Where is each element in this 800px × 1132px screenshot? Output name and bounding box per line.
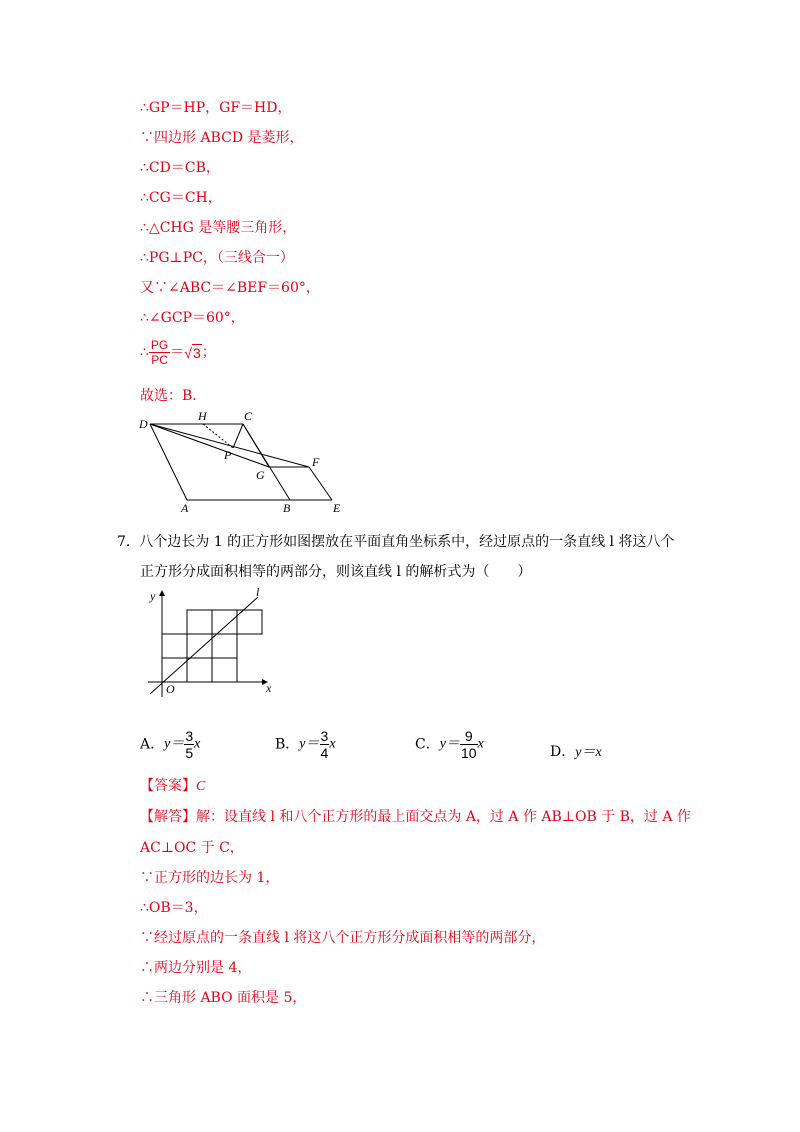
label-d: D (139, 417, 148, 431)
label-e: E (333, 501, 341, 515)
solution-line-1: ∴GP＝HP，GF＝HD， (140, 100, 292, 116)
label-y: y (150, 589, 156, 603)
option-d[interactable]: D．y＝x (550, 744, 602, 760)
label-x: x (266, 681, 272, 695)
square (187, 610, 212, 634)
geometry-figure (130, 408, 360, 518)
square (212, 634, 237, 658)
square (212, 658, 237, 682)
y-axis-arrow (159, 590, 165, 596)
squares-figure (140, 585, 290, 700)
label-g: G (256, 468, 265, 482)
pg-pc-fraction: $\frac{PG}{PC}$ (150, 338, 169, 367)
option-b[interactable]: B．y＝ $\frac{3}{4}$ x (275, 728, 336, 761)
square (162, 658, 187, 682)
option-c[interactable]: C．y＝ $\frac{9}{10}$ x (415, 728, 484, 761)
solution-7-line-7: ∴三角形 ABO 面积是 5， (140, 990, 307, 1006)
solution-line-7: 又∵∠ABC＝∠BEF＝60°， (140, 280, 320, 296)
answer-7: 【答案】C (140, 778, 206, 794)
label-b: B (283, 501, 291, 515)
fraction-line: ∴ $\frac{PG}{PC}$ ＝√3； (140, 338, 216, 367)
question-7-line-2: 正方形分成面积相等的两部分，则该直线 l 的解析式为（ ） (140, 564, 532, 580)
solution-7-line-6: ∴两边分别是 4， (140, 960, 252, 976)
square (187, 658, 212, 682)
segment-cg (243, 424, 269, 467)
solution-line-4: ∴CG＝CH， (140, 190, 222, 206)
solution-7-line-4: ∴OB＝3， (140, 900, 208, 916)
square (187, 634, 212, 658)
segment-fe (309, 467, 332, 500)
label-h: H (198, 409, 207, 423)
label-c: C (244, 409, 253, 423)
solution-line-6: ∴PG⊥PC，（三线合一） (140, 250, 294, 266)
solution-7-line-3: ∵正方形的边长为 1， (140, 870, 280, 886)
solution-7-line-2: AC⊥OC 于 C， (140, 840, 244, 856)
solution-line-5: ∴△CHG 是等腰三角形， (140, 220, 297, 236)
solution-line-8: ∴∠GCP＝60°， (140, 310, 245, 326)
square (162, 634, 187, 658)
option-a[interactable]: A．y＝ $\frac{3}{5}$ x (140, 728, 201, 761)
sqrt-three: √3 (184, 344, 201, 361)
label-o: O (166, 682, 175, 696)
solution-7-line-5: ∵经过原点的一条直线 l 将这八个正方形分成面积相等的两部分， (140, 930, 546, 946)
solution-line-3: ∴CD＝CB， (140, 160, 220, 176)
square (237, 610, 262, 634)
solution-7-line-1: 【解答】解：设直线 l 和八个正方形的最上面交点为 A，过 A 作 AB⊥OB 于 B，过 A 作 (140, 809, 691, 825)
square (212, 610, 237, 634)
label-a: A (181, 501, 189, 515)
question-7-line-1: 7. 八个边长为 1 的正方形如图摆放在平面直角坐标系中，经过原点的一条直线 l 将这八个 (117, 534, 675, 550)
line-l (150, 597, 258, 694)
solution-line-2: ∵四边形 ABCD 是菱形， (140, 130, 304, 146)
segment-pc (233, 424, 243, 448)
label-l: l (256, 585, 260, 599)
label-p: P (224, 448, 232, 462)
answer-line: 故选：B． (140, 388, 207, 404)
label-f: F (312, 455, 320, 469)
